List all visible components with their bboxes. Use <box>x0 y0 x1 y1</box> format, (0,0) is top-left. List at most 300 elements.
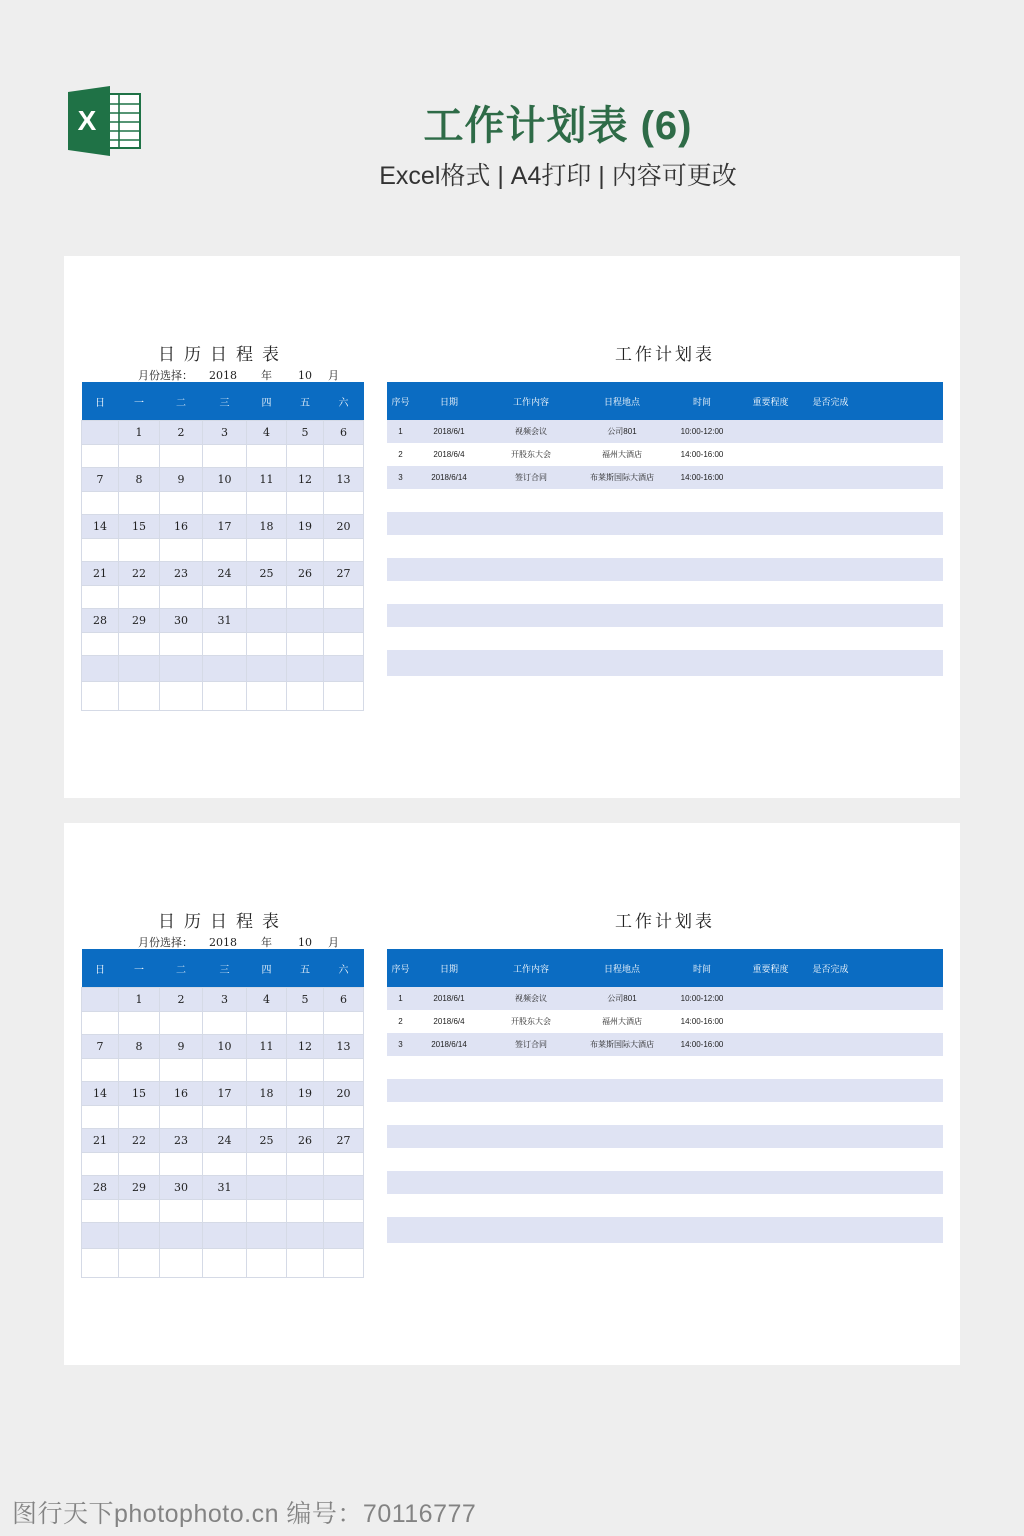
work-plan-cell[interactable]: 3 <box>387 1033 414 1056</box>
work-plan-cell[interactable]: 14:00-16:00 <box>680 450 724 459</box>
work-plan-empty-cell[interactable] <box>484 604 578 627</box>
work-plan-empty-cell[interactable] <box>484 489 578 512</box>
work-plan-empty-cell[interactable] <box>803 1171 858 1194</box>
work-plan-empty-cell[interactable] <box>858 1194 943 1217</box>
work-plan-empty-cell[interactable] <box>803 489 858 512</box>
calendar-day-cell[interactable]: 24 <box>203 1129 247 1153</box>
calendar-note-cell[interactable] <box>82 492 119 515</box>
calendar-day-cell[interactable]: 31 <box>203 609 247 633</box>
calendar-note-cell[interactable] <box>82 1012 119 1035</box>
work-plan-cell[interactable] <box>738 1033 803 1056</box>
calendar-note-cell[interactable] <box>324 1106 364 1129</box>
calendar-day-cell[interactable]: 22 <box>119 1129 160 1153</box>
calendar-day-cell[interactable]: 3 <box>203 988 247 1012</box>
calendar-day-cell[interactable]: 4 <box>247 421 287 445</box>
calendar-note-cell[interactable] <box>160 539 203 562</box>
calendar-empty-cell[interactable] <box>203 1223 247 1249</box>
work-plan-cell[interactable]: 10:00-12:00 <box>666 420 738 443</box>
work-plan-empty-cell[interactable] <box>578 1102 666 1125</box>
work-plan-empty-cell[interactable] <box>484 1194 578 1217</box>
work-plan-empty-cell[interactable] <box>666 604 738 627</box>
calendar-day-cell[interactable]: 8 <box>119 468 160 492</box>
calendar-day-cell[interactable]: 15 <box>119 1082 160 1106</box>
work-plan-empty-cell[interactable] <box>858 650 943 676</box>
work-plan-cell[interactable]: 公司801 <box>578 987 666 1010</box>
work-plan-cell[interactable]: 2 <box>398 1017 403 1026</box>
work-plan-cell[interactable] <box>803 1033 858 1056</box>
calendar-day-cell[interactable]: 30 <box>160 609 203 633</box>
work-plan-empty-cell[interactable] <box>387 1171 414 1194</box>
calendar-note-cell[interactable] <box>119 492 160 515</box>
calendar-day-cell[interactable]: 11 <box>247 1035 287 1059</box>
work-plan-empty-cell[interactable] <box>858 1125 943 1148</box>
calendar-day-cell[interactable] <box>82 421 119 445</box>
work-plan-empty-cell[interactable] <box>414 1102 484 1125</box>
calendar-day-cell[interactable]: 17 <box>203 515 247 539</box>
work-plan-empty-cell[interactable] <box>858 535 943 558</box>
work-plan-empty-cell[interactable] <box>484 512 578 535</box>
calendar-day-cell[interactable]: 7 <box>82 468 119 492</box>
calendar-day-cell[interactable] <box>247 1176 287 1200</box>
work-plan-empty-cell[interactable] <box>803 1079 858 1102</box>
calendar-empty-cell[interactable] <box>247 1223 287 1249</box>
work-plan-empty-cell[interactable] <box>803 1217 858 1243</box>
work-plan-empty-cell[interactable] <box>484 558 578 581</box>
work-plan-empty-cell[interactable] <box>738 1171 803 1194</box>
calendar-day-cell[interactable]: 31 <box>203 1176 247 1200</box>
calendar-note-cell[interactable] <box>287 633 324 656</box>
calendar-day-cell[interactable]: 12 <box>287 468 324 492</box>
calendar-empty-cell[interactable] <box>160 1223 203 1249</box>
calendar-empty-cell[interactable] <box>82 1223 119 1249</box>
work-plan-empty-cell[interactable] <box>738 1079 803 1102</box>
calendar-day-cell[interactable]: 13 <box>324 468 364 492</box>
work-plan-empty-cell[interactable] <box>858 512 943 535</box>
work-plan-empty-cell[interactable] <box>484 1171 578 1194</box>
work-plan-cell[interactable]: 1 <box>387 987 414 1010</box>
month-value[interactable]: 10 <box>298 936 312 949</box>
work-plan-empty-cell[interactable] <box>666 650 738 676</box>
work-plan-cell[interactable]: 2018/6/14 <box>414 1033 484 1056</box>
work-plan-empty-cell[interactable] <box>738 489 803 512</box>
calendar-note-cell[interactable] <box>82 1106 119 1129</box>
work-plan-empty-cell[interactable] <box>414 604 484 627</box>
calendar-day-cell[interactable]: 9 <box>160 468 203 492</box>
calendar-note-cell[interactable] <box>203 1200 247 1223</box>
calendar-day-cell[interactable]: 16 <box>160 515 203 539</box>
work-plan-empty-cell[interactable] <box>578 1194 666 1217</box>
month-value[interactable]: 10 <box>298 369 312 382</box>
calendar-note-cell[interactable] <box>82 633 119 656</box>
calendar-note-cell[interactable] <box>247 1106 287 1129</box>
calendar-note-cell[interactable] <box>119 633 160 656</box>
work-plan-empty-cell[interactable] <box>803 512 858 535</box>
work-plan-cell[interactable]: 签订合同 <box>484 1033 578 1056</box>
calendar-note-cell[interactable] <box>324 1153 364 1176</box>
year-value[interactable]: 2018 <box>209 369 237 382</box>
work-plan-empty-cell[interactable] <box>738 627 803 650</box>
work-plan-empty-cell[interactable] <box>666 1148 738 1171</box>
work-plan-empty-cell[interactable] <box>803 581 858 604</box>
calendar-empty-cell[interactable] <box>119 1249 160 1278</box>
calendar-note-cell[interactable] <box>203 586 247 609</box>
calendar-empty-cell[interactable] <box>160 656 203 682</box>
calendar-note-cell[interactable] <box>203 1106 247 1129</box>
calendar-day-cell[interactable] <box>324 609 364 633</box>
work-plan-empty-cell[interactable] <box>666 512 738 535</box>
calendar-note-cell[interactable] <box>82 586 119 609</box>
calendar-note-cell[interactable] <box>247 1200 287 1223</box>
calendar-day-cell[interactable]: 27 <box>324 562 364 586</box>
calendar-note-cell[interactable] <box>160 445 203 468</box>
calendar-note-cell[interactable] <box>247 1012 287 1035</box>
calendar-empty-cell[interactable] <box>247 682 287 711</box>
work-plan-cell[interactable]: 布莱斯国际大酒店 <box>578 466 666 489</box>
calendar-day-cell[interactable]: 20 <box>324 1082 364 1106</box>
work-plan-empty-cell[interactable] <box>387 558 414 581</box>
calendar-day-cell[interactable]: 29 <box>119 1176 160 1200</box>
work-plan-empty-cell[interactable] <box>414 1171 484 1194</box>
calendar-note-cell[interactable] <box>287 1059 324 1082</box>
work-plan-empty-cell[interactable] <box>666 489 738 512</box>
work-plan-cell[interactable]: 2018/6/4 <box>433 450 465 459</box>
work-plan-empty-cell[interactable] <box>414 558 484 581</box>
work-plan-empty-cell[interactable] <box>738 512 803 535</box>
work-plan-empty-cell[interactable] <box>858 489 943 512</box>
calendar-empty-cell[interactable] <box>287 1249 324 1278</box>
calendar-day-cell[interactable]: 15 <box>119 515 160 539</box>
work-plan-empty-cell[interactable] <box>858 1056 943 1079</box>
work-plan-empty-cell[interactable] <box>666 1217 738 1243</box>
work-plan-cell[interactable] <box>803 466 858 489</box>
calendar-note-cell[interactable] <box>82 445 119 468</box>
work-plan-cell[interactable]: 1 <box>387 420 414 443</box>
calendar-note-cell[interactable] <box>324 445 364 468</box>
work-plan-empty-cell[interactable] <box>803 650 858 676</box>
calendar-note-cell[interactable] <box>160 1059 203 1082</box>
calendar-day-cell[interactable]: 14 <box>82 1082 119 1106</box>
work-plan-empty-cell[interactable] <box>414 535 484 558</box>
work-plan-empty-cell[interactable] <box>738 1056 803 1079</box>
calendar-day-cell[interactable]: 1 <box>119 421 160 445</box>
work-plan-cell[interactable] <box>858 420 943 443</box>
calendar-note-cell[interactable] <box>324 492 364 515</box>
calendar-empty-cell[interactable] <box>324 1249 364 1278</box>
calendar-note-cell[interactable] <box>160 1200 203 1223</box>
calendar-day-cell[interactable]: 1 <box>119 988 160 1012</box>
work-plan-empty-cell[interactable] <box>738 604 803 627</box>
work-plan-cell[interactable] <box>738 987 803 1010</box>
calendar-day-cell[interactable]: 28 <box>82 1176 119 1200</box>
work-plan-empty-cell[interactable] <box>484 1125 578 1148</box>
work-plan-empty-cell[interactable] <box>666 1102 738 1125</box>
calendar-note-cell[interactable] <box>203 1153 247 1176</box>
work-plan-cell[interactable] <box>803 987 858 1010</box>
calendar-day-cell[interactable]: 23 <box>160 1129 203 1153</box>
calendar-note-cell[interactable] <box>287 539 324 562</box>
work-plan-empty-cell[interactable] <box>738 1217 803 1243</box>
work-plan-empty-cell[interactable] <box>666 1194 738 1217</box>
calendar-note-cell[interactable] <box>160 1012 203 1035</box>
work-plan-cell[interactable]: 2018/6/1 <box>414 420 484 443</box>
calendar-note-cell[interactable] <box>324 1059 364 1082</box>
calendar-note-cell[interactable] <box>324 586 364 609</box>
work-plan-empty-cell[interactable] <box>414 650 484 676</box>
work-plan-empty-cell[interactable] <box>803 558 858 581</box>
calendar-note-cell[interactable] <box>119 539 160 562</box>
calendar-note-cell[interactable] <box>247 445 287 468</box>
calendar-day-cell[interactable]: 30 <box>160 1176 203 1200</box>
work-plan-empty-cell[interactable] <box>858 1079 943 1102</box>
work-plan-empty-cell[interactable] <box>858 1171 943 1194</box>
calendar-note-cell[interactable] <box>119 445 160 468</box>
calendar-day-cell[interactable]: 2 <box>160 988 203 1012</box>
work-plan-cell[interactable] <box>803 443 858 466</box>
calendar-empty-cell[interactable] <box>203 656 247 682</box>
calendar-empty-cell[interactable] <box>247 1249 287 1278</box>
calendar-note-cell[interactable] <box>160 586 203 609</box>
calendar-day-cell[interactable]: 29 <box>119 609 160 633</box>
calendar-note-cell[interactable] <box>324 1012 364 1035</box>
work-plan-cell[interactable]: 2 <box>398 450 403 459</box>
calendar-day-cell[interactable]: 24 <box>203 562 247 586</box>
work-plan-empty-cell[interactable] <box>387 489 414 512</box>
calendar-day-cell[interactable]: 21 <box>82 1129 119 1153</box>
work-plan-empty-cell[interactable] <box>858 627 943 650</box>
calendar-day-cell[interactable]: 10 <box>203 468 247 492</box>
calendar-note-cell[interactable] <box>119 1153 160 1176</box>
work-plan-cell[interactable]: 开股东大会 <box>511 450 551 459</box>
work-plan-empty-cell[interactable] <box>858 1102 943 1125</box>
work-plan-empty-cell[interactable] <box>858 1217 943 1243</box>
work-plan-empty-cell[interactable] <box>387 1217 414 1243</box>
work-plan-empty-cell[interactable] <box>578 512 666 535</box>
calendar-empty-cell[interactable] <box>119 682 160 711</box>
calendar-note-cell[interactable] <box>287 586 324 609</box>
calendar-note-cell[interactable] <box>160 1106 203 1129</box>
work-plan-empty-cell[interactable] <box>803 1194 858 1217</box>
calendar-note-cell[interactable] <box>203 492 247 515</box>
calendar-note-cell[interactable] <box>82 1059 119 1082</box>
calendar-day-cell[interactable] <box>247 609 287 633</box>
calendar-note-cell[interactable] <box>119 586 160 609</box>
work-plan-empty-cell[interactable] <box>578 581 666 604</box>
work-plan-empty-cell[interactable] <box>414 1079 484 1102</box>
work-plan-empty-cell[interactable] <box>858 604 943 627</box>
work-plan-empty-cell[interactable] <box>803 627 858 650</box>
work-plan-empty-cell[interactable] <box>414 1148 484 1171</box>
work-plan-cell[interactable]: 福州大酒店 <box>602 450 642 459</box>
calendar-day-cell[interactable]: 18 <box>247 1082 287 1106</box>
calendar-day-cell[interactable]: 5 <box>287 421 324 445</box>
calendar-empty-cell[interactable] <box>160 1249 203 1278</box>
calendar-note-cell[interactable] <box>82 539 119 562</box>
calendar-note-cell[interactable] <box>203 1012 247 1035</box>
work-plan-empty-cell[interactable] <box>414 489 484 512</box>
work-plan-empty-cell[interactable] <box>414 1056 484 1079</box>
calendar-day-cell[interactable]: 22 <box>119 562 160 586</box>
work-plan-empty-cell[interactable] <box>666 581 738 604</box>
calendar-day-cell[interactable]: 11 <box>247 468 287 492</box>
work-plan-empty-cell[interactable] <box>738 558 803 581</box>
work-plan-empty-cell[interactable] <box>803 535 858 558</box>
calendar-day-cell[interactable]: 25 <box>247 1129 287 1153</box>
calendar-empty-cell[interactable] <box>82 682 119 711</box>
work-plan-cell[interactable]: 2018/6/1 <box>414 987 484 1010</box>
work-plan-empty-cell[interactable] <box>738 535 803 558</box>
calendar-note-cell[interactable] <box>82 1153 119 1176</box>
work-plan-cell[interactable]: 开股东大会 <box>511 1017 551 1026</box>
calendar-empty-cell[interactable] <box>203 1249 247 1278</box>
calendar-empty-cell[interactable] <box>287 656 324 682</box>
calendar-note-cell[interactable] <box>247 633 287 656</box>
work-plan-cell[interactable]: 14:00-16:00 <box>666 1033 738 1056</box>
work-plan-empty-cell[interactable] <box>738 1194 803 1217</box>
work-plan-empty-cell[interactable] <box>666 535 738 558</box>
calendar-day-cell[interactable] <box>324 1176 364 1200</box>
work-plan-cell[interactable]: 2018/6/14 <box>414 466 484 489</box>
work-plan-empty-cell[interactable] <box>387 1148 414 1171</box>
calendar-day-cell[interactable] <box>287 609 324 633</box>
calendar-day-cell[interactable]: 27 <box>324 1129 364 1153</box>
work-plan-empty-cell[interactable] <box>387 627 414 650</box>
calendar-note-cell[interactable] <box>287 492 324 515</box>
calendar-note-cell[interactable] <box>119 1200 160 1223</box>
work-plan-cell[interactable]: 视频会议 <box>484 987 578 1010</box>
work-plan-cell[interactable] <box>858 1010 943 1033</box>
work-plan-empty-cell[interactable] <box>578 627 666 650</box>
calendar-day-cell[interactable]: 23 <box>160 562 203 586</box>
work-plan-empty-cell[interactable] <box>387 1056 414 1079</box>
calendar-day-cell[interactable]: 21 <box>82 562 119 586</box>
work-plan-empty-cell[interactable] <box>414 627 484 650</box>
calendar-day-cell[interactable]: 8 <box>119 1035 160 1059</box>
calendar-day-cell[interactable]: 16 <box>160 1082 203 1106</box>
work-plan-empty-cell[interactable] <box>578 1148 666 1171</box>
work-plan-empty-cell[interactable] <box>414 1217 484 1243</box>
calendar-note-cell[interactable] <box>203 1059 247 1082</box>
work-plan-empty-cell[interactable] <box>484 1217 578 1243</box>
work-plan-cell[interactable] <box>803 420 858 443</box>
work-plan-empty-cell[interactable] <box>803 1125 858 1148</box>
work-plan-empty-cell[interactable] <box>738 650 803 676</box>
calendar-empty-cell[interactable] <box>119 1223 160 1249</box>
work-plan-cell[interactable] <box>803 1010 858 1033</box>
calendar-day-cell[interactable]: 14 <box>82 515 119 539</box>
calendar-note-cell[interactable] <box>119 1012 160 1035</box>
calendar-day-cell[interactable]: 2 <box>160 421 203 445</box>
work-plan-cell[interactable]: 公司801 <box>578 420 666 443</box>
calendar-note-cell[interactable] <box>287 1012 324 1035</box>
work-plan-empty-cell[interactable] <box>578 1171 666 1194</box>
calendar-day-cell[interactable]: 5 <box>287 988 324 1012</box>
work-plan-empty-cell[interactable] <box>738 581 803 604</box>
calendar-note-cell[interactable] <box>324 633 364 656</box>
calendar-day-cell[interactable]: 19 <box>287 515 324 539</box>
calendar-note-cell[interactable] <box>119 1106 160 1129</box>
work-plan-empty-cell[interactable] <box>578 558 666 581</box>
work-plan-empty-cell[interactable] <box>578 489 666 512</box>
calendar-day-cell[interactable]: 6 <box>324 421 364 445</box>
work-plan-empty-cell[interactable] <box>803 1056 858 1079</box>
work-plan-empty-cell[interactable] <box>484 1102 578 1125</box>
work-plan-cell[interactable] <box>858 443 943 466</box>
work-plan-cell[interactable]: 3 <box>387 466 414 489</box>
calendar-note-cell[interactable] <box>160 1153 203 1176</box>
work-plan-empty-cell[interactable] <box>387 1194 414 1217</box>
calendar-note-cell[interactable] <box>324 539 364 562</box>
work-plan-cell[interactable]: 视频会议 <box>484 420 578 443</box>
calendar-note-cell[interactable] <box>203 539 247 562</box>
work-plan-empty-cell[interactable] <box>858 1148 943 1171</box>
work-plan-empty-cell[interactable] <box>387 650 414 676</box>
work-plan-empty-cell[interactable] <box>387 1125 414 1148</box>
calendar-day-cell[interactable] <box>287 1176 324 1200</box>
calendar-note-cell[interactable] <box>287 1200 324 1223</box>
work-plan-empty-cell[interactable] <box>484 627 578 650</box>
work-plan-cell[interactable]: 14:00-16:00 <box>666 466 738 489</box>
calendar-note-cell[interactable] <box>160 633 203 656</box>
work-plan-empty-cell[interactable] <box>387 1079 414 1102</box>
calendar-empty-cell[interactable] <box>287 682 324 711</box>
calendar-day-cell[interactable]: 26 <box>287 1129 324 1153</box>
calendar-day-cell[interactable]: 25 <box>247 562 287 586</box>
work-plan-cell[interactable] <box>858 466 943 489</box>
calendar-note-cell[interactable] <box>287 1153 324 1176</box>
calendar-note-cell[interactable] <box>119 1059 160 1082</box>
calendar-note-cell[interactable] <box>247 539 287 562</box>
work-plan-empty-cell[interactable] <box>578 535 666 558</box>
work-plan-empty-cell[interactable] <box>738 1148 803 1171</box>
work-plan-cell[interactable] <box>738 1010 803 1033</box>
calendar-note-cell[interactable] <box>247 586 287 609</box>
calendar-empty-cell[interactable] <box>324 656 364 682</box>
work-plan-cell[interactable] <box>858 987 943 1010</box>
calendar-day-cell[interactable]: 20 <box>324 515 364 539</box>
work-plan-empty-cell[interactable] <box>578 604 666 627</box>
calendar-note-cell[interactable] <box>247 1153 287 1176</box>
work-plan-empty-cell[interactable] <box>387 535 414 558</box>
work-plan-cell[interactable]: 10:00-12:00 <box>666 987 738 1010</box>
work-plan-empty-cell[interactable] <box>578 650 666 676</box>
work-plan-empty-cell[interactable] <box>414 1125 484 1148</box>
work-plan-cell[interactable]: 布莱斯国际大酒店 <box>578 1033 666 1056</box>
work-plan-empty-cell[interactable] <box>484 581 578 604</box>
work-plan-empty-cell[interactable] <box>387 1102 414 1125</box>
work-plan-empty-cell[interactable] <box>387 581 414 604</box>
calendar-note-cell[interactable] <box>203 445 247 468</box>
calendar-note-cell[interactable] <box>287 445 324 468</box>
work-plan-cell[interactable]: 福州大酒店 <box>602 1017 642 1026</box>
work-plan-cell[interactable] <box>738 443 803 466</box>
work-plan-empty-cell[interactable] <box>414 512 484 535</box>
work-plan-empty-cell[interactable] <box>666 627 738 650</box>
work-plan-empty-cell[interactable] <box>484 535 578 558</box>
work-plan-empty-cell[interactable] <box>858 581 943 604</box>
calendar-empty-cell[interactable] <box>82 1249 119 1278</box>
calendar-day-cell[interactable]: 18 <box>247 515 287 539</box>
work-plan-empty-cell[interactable] <box>803 1102 858 1125</box>
calendar-empty-cell[interactable] <box>324 682 364 711</box>
work-plan-empty-cell[interactable] <box>666 558 738 581</box>
work-plan-cell[interactable]: 14:00-16:00 <box>680 1017 724 1026</box>
year-value[interactable]: 2018 <box>209 936 237 949</box>
work-plan-empty-cell[interactable] <box>666 1125 738 1148</box>
work-plan-empty-cell[interactable] <box>578 1125 666 1148</box>
calendar-day-cell[interactable]: 9 <box>160 1035 203 1059</box>
calendar-day-cell[interactable]: 19 <box>287 1082 324 1106</box>
calendar-day-cell[interactable]: 12 <box>287 1035 324 1059</box>
